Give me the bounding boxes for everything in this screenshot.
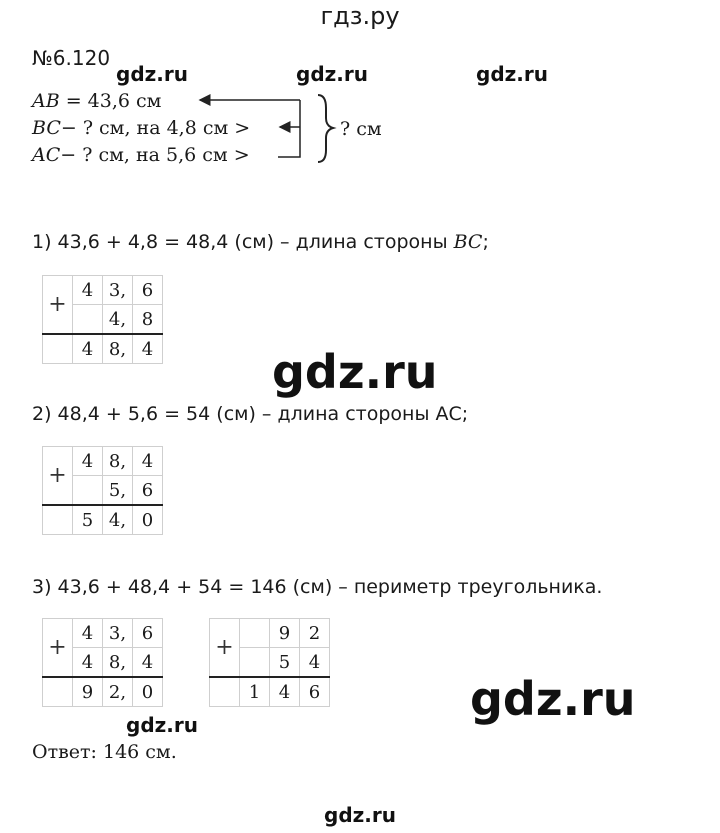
watermark-large: gdz.ru (272, 345, 438, 399)
step-2: 2) 48,4 + 5,6 = 54 (см) – длина стороны АС; (32, 403, 469, 425)
digit-cell: 6 (133, 619, 163, 648)
digit-cell (73, 476, 103, 506)
digit-cell: 4, (103, 305, 133, 335)
empty-cell (43, 505, 73, 535)
arrow-from-ac (278, 127, 300, 157)
segment-ac-label: AC (32, 144, 61, 166)
empty-cell (43, 334, 73, 364)
digit-cell: 5 (270, 648, 300, 678)
watermark: gdz.ru (116, 62, 188, 86)
digit-cell: 5 (73, 505, 103, 535)
digit-cell: 2, (103, 677, 133, 707)
step-3: 3) 43,6 + 48,4 + 54 = 146 (см) – периметр треугольника. (32, 576, 603, 598)
digit-cell (240, 619, 270, 648)
digit-cell: 4 (300, 648, 330, 678)
step-1-segment: BC (453, 231, 483, 253)
watermark: gdz.ru (296, 62, 368, 86)
digit-cell: 6 (300, 677, 330, 707)
digit-cell: 3, (103, 619, 133, 648)
empty-cell (43, 677, 73, 707)
digit-cell: 9 (73, 677, 103, 707)
digit-cell: 4 (73, 619, 103, 648)
column-addition-3 (42, 618, 163, 707)
segment-ab-value: = 43,6 см (59, 90, 162, 112)
digit-cell (240, 648, 270, 678)
watermark: gdz.ru (126, 713, 198, 737)
digit-cell: 6 (133, 476, 163, 506)
digit-cell: 4 (73, 334, 103, 364)
column-addition-2 (42, 446, 163, 535)
digit-cell: 4, (103, 505, 133, 535)
plus-sign: + (43, 447, 73, 506)
plus-sign: + (43, 276, 73, 335)
curly-brace (318, 95, 333, 162)
step-1-text: 1) 43,6 + 4,8 = 48,4 (см) – длина стороны (32, 231, 454, 253)
condition-arrows-diagram (0, 0, 720, 200)
problem-number: №6.120 (32, 46, 111, 70)
digit-cell: 2 (300, 619, 330, 648)
digit-cell: 0 (133, 505, 163, 535)
plus-sign: + (210, 619, 240, 678)
digit-cell: 8, (103, 648, 133, 678)
segment-bc-label: BC (32, 117, 61, 139)
digit-cell: 4 (270, 677, 300, 707)
digit-cell: 1 (240, 677, 270, 707)
watermark: gdz.ru (476, 62, 548, 86)
watermark-large: gdz.ru (470, 672, 636, 726)
digit-cell: 9 (270, 619, 300, 648)
digit-cell: 4 (133, 447, 163, 476)
digit-cell: 5, (103, 476, 133, 506)
digit-cell: 4 (73, 648, 103, 678)
brace-label: ? см (340, 118, 382, 140)
digit-cell: 8 (133, 305, 163, 335)
digit-cell: 4 (73, 276, 103, 305)
empty-cell (210, 677, 240, 707)
digit-cell: 6 (133, 276, 163, 305)
column-addition-4 (209, 618, 330, 707)
column-addition-1 (42, 275, 163, 364)
step-1-suffix: ; (482, 231, 489, 253)
digit-cell: 3, (103, 276, 133, 305)
digit-cell: 8, (103, 447, 133, 476)
segment-ab-label: AB (32, 90, 60, 112)
digit-cell: 4 (133, 648, 163, 678)
segment-bc-value: − ? см, на 4,8 см > (60, 117, 251, 139)
digit-cell: 8, (103, 334, 133, 364)
site-title: гдз.ру (320, 2, 400, 30)
segment-ac-value: − ? см, на 5,6 см > (60, 144, 250, 166)
digit-cell: 0 (133, 677, 163, 707)
digit-cell: 4 (73, 447, 103, 476)
digit-cell: 4 (133, 334, 163, 364)
watermark-footer: gdz.ru (324, 803, 396, 827)
step-1 (32, 231, 489, 253)
answer: Ответ: 146 см. (32, 741, 177, 763)
plus-sign: + (43, 619, 73, 678)
digit-cell (73, 305, 103, 335)
